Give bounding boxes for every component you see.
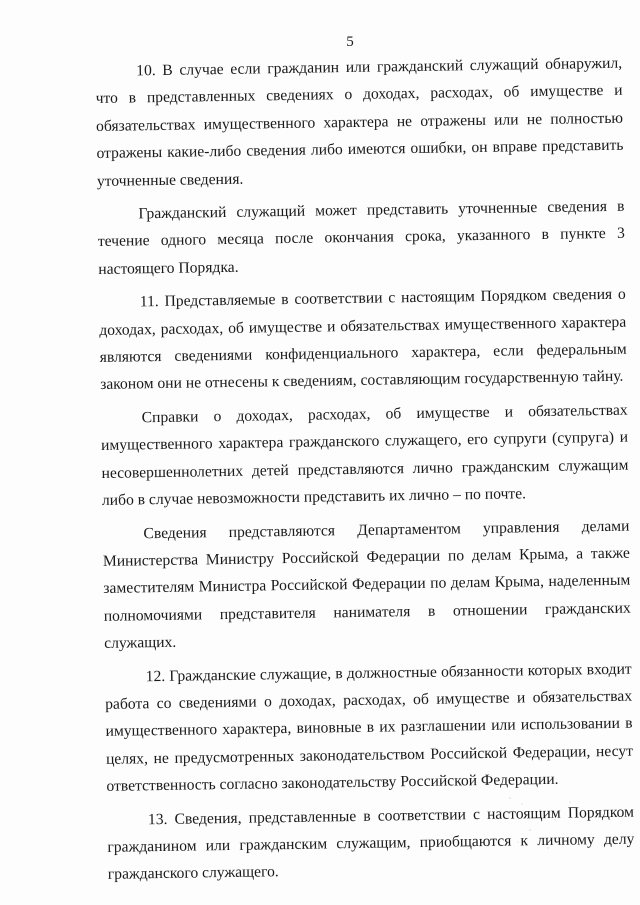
paragraph-10: 10. В случае если гражданин или гражданский служащий обнаружил, что в представленных сведениях о доходах, расходах, об имуществе и обязательствах имущественного характера не отражены или не полностью отражены какие-либо сведения либо имеются ошибки, он вправе представить уточненные сведения.: [95, 54, 624, 190]
scan-noise-mark: [500, 790, 580, 860]
page-number: 5: [346, 34, 354, 50]
paragraph-11-submission: Сведения представляются Департаментом управления делами Министерства Министру Российской Федерации по делам Крыма, а также заместителям Министра Российской Федерации по делам Крыма, наделенным полномочиями представителя нанимателя в отношении гражданских служащих.: [102, 517, 631, 653]
paragraph-12: 12. Гражданские служащие, в должностные обязанности которых входит работа со сведениями о доходах, расходах, об имуществе и обязательствах имущественного характера, виновные в их разглашении или использовании в целях, не предусмотренных законодательством Российской Федерации, несут ответственность согласно законодательству Российской Федерации.: [105, 660, 634, 796]
paragraph-11-certificates: Справки о доходах, расходах, об имуществе и обязательствах имущественного характера гражданского служащего, его супруги (супруга) и несовершеннолетних детей представляются лично гражданским служащим либо в случае невозможности представить их лично – по почте.: [100, 401, 629, 510]
paragraph-13: 13. Сведения, представленные в соответствии с настоящим Порядком гражданином или гражданским служащим, приобщаются к личному делу гражданского служащего.: [107, 803, 635, 884]
paragraph-11: 11. Представляемые в соответствии с настоящим Порядком сведения о доходах, расходах, об имуществе и обязательствах имущественного характера являются сведениями конфиденциального характера, если федеральным законом они не отнесены к сведениям, составляющим государственную тайну.: [99, 285, 627, 394]
paragraph-10-supplement: Гражданский служащий может представить уточненные сведения в течение одного месяца после окончания срока, указанного в пункте 3 настоящего Порядка.: [97, 197, 625, 278]
document-body: [95, 50, 635, 895]
